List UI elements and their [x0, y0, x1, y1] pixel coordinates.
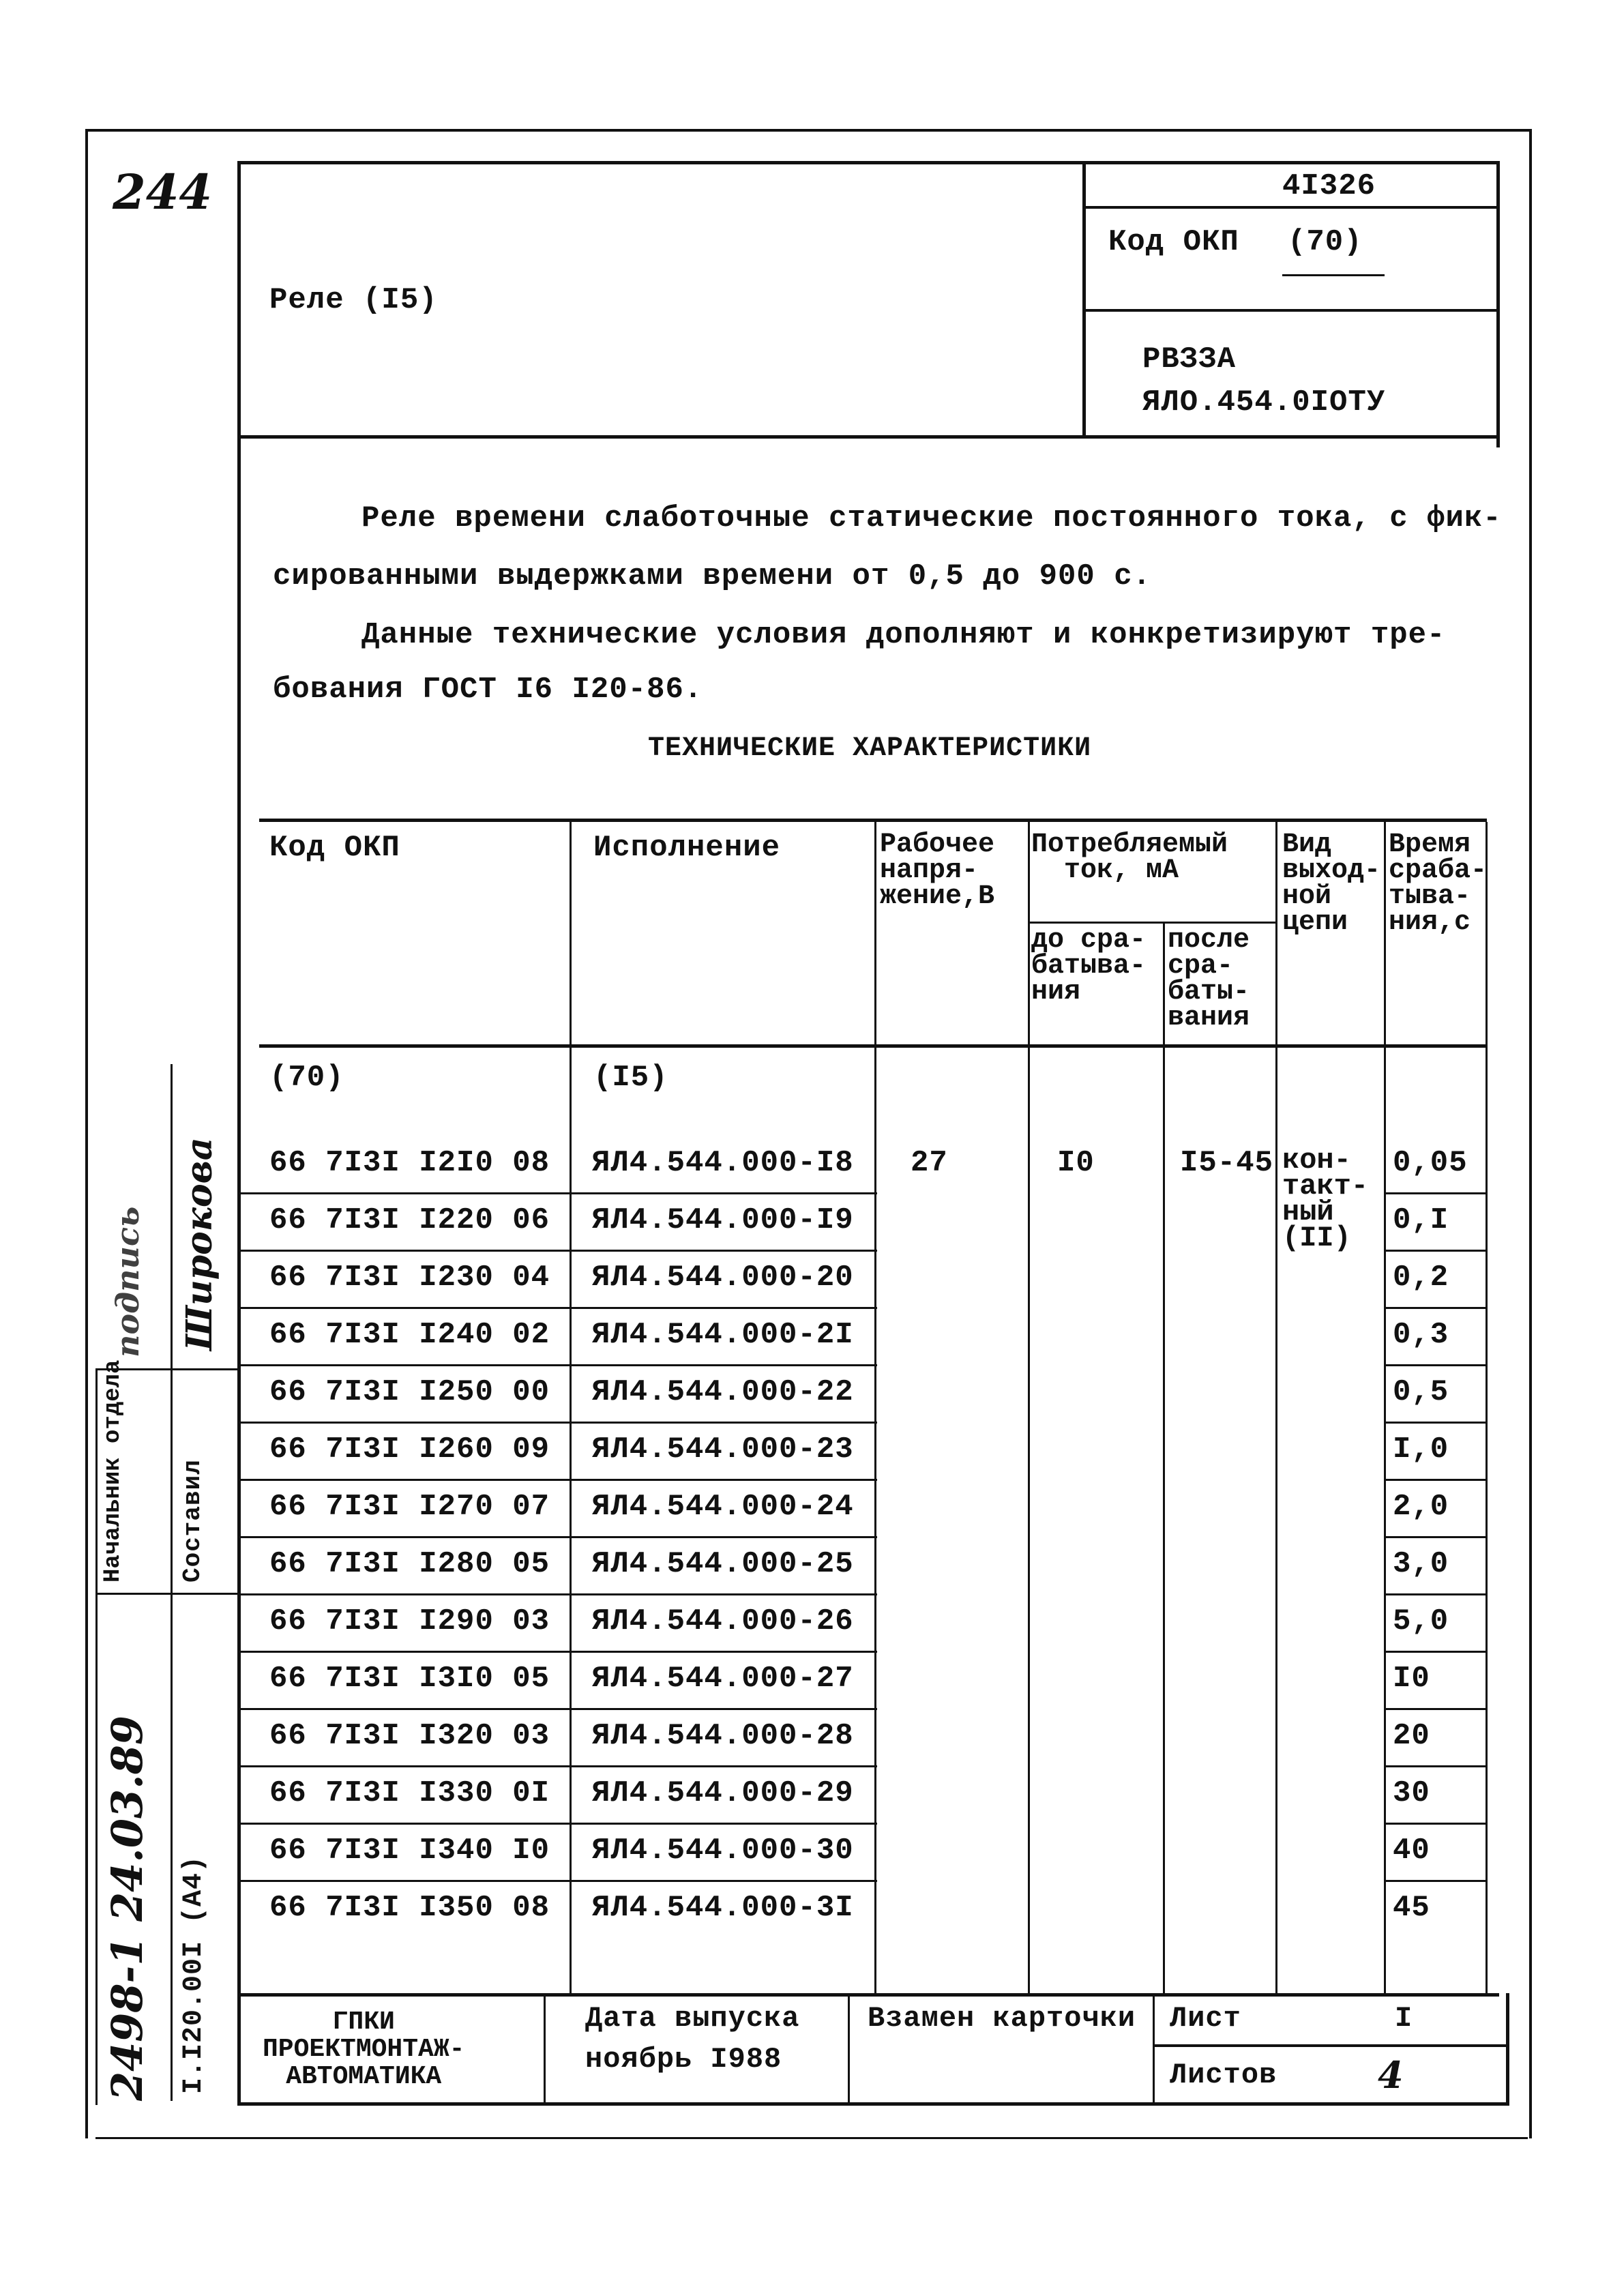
- row-variant: ЯЛ4.544.000-22: [592, 1375, 854, 1409]
- row-okp-code: 66 7I3I I240 02: [269, 1318, 550, 1352]
- sheet-label: Лист: [1170, 2002, 1241, 2035]
- row-variant: ЯЛ4.544.000-24: [592, 1490, 854, 1524]
- form-stamp: I.I20.00I (A4): [179, 1855, 209, 2094]
- spec: ЯЛО.454.0IОТУ: [1142, 385, 1386, 420]
- row-response-time: 0,5: [1393, 1375, 1449, 1409]
- row-response-time: 0,2: [1393, 1261, 1449, 1295]
- sheets-label: Листов: [1170, 2059, 1277, 2091]
- row-divider: [1384, 1422, 1488, 1424]
- col-header-output: Вид выход- ной цепи: [1282, 829, 1381, 938]
- row-variant: ЯЛ4.544.000-30: [592, 1834, 854, 1868]
- section-heading: ТЕХНИЧЕСКИЕ ХАРАКТЕРИСТИКИ: [648, 733, 1092, 764]
- signature-head: подпись: [109, 1206, 146, 1357]
- col-header-current-after: после сра- баты- вания: [1168, 925, 1250, 1033]
- row-okp-code: 66 7I3I I340 I0: [269, 1834, 550, 1868]
- row-okp-code: 66 7I3I I350 08: [269, 1891, 550, 1925]
- row-divider: [1384, 1651, 1488, 1653]
- row-divider: [237, 1593, 877, 1595]
- row-response-time: 0,3: [1393, 1318, 1449, 1352]
- col-header-time: Время сраба- тыва- ния,с: [1389, 829, 1488, 938]
- output-type-value: кон- такт- ный (II): [1282, 1144, 1369, 1254]
- row-divider: [1384, 1593, 1488, 1595]
- col-header-okp: Код ОКП: [269, 831, 400, 865]
- row-variant: ЯЛ4.544.000-I8: [592, 1146, 854, 1180]
- okp-code-label: (70): [269, 1061, 344, 1095]
- handwritten-reference: 2498-1 24.03.89: [102, 1715, 152, 2101]
- row-response-time: 30: [1393, 1776, 1430, 1810]
- page-number-handwritten: 244: [113, 164, 213, 220]
- row-divider: [237, 1192, 877, 1194]
- row-divider: [237, 1823, 877, 1825]
- row-okp-code: 66 7I3I I2I0 08: [269, 1146, 550, 1180]
- col-header-variant: Исполнение: [593, 831, 781, 865]
- intro-line: Данные технические условия дополняют и конкретизируют тре-: [361, 618, 1446, 652]
- replaces-label: Взамен карточки: [868, 2002, 1136, 2035]
- row-response-time: 3,0: [1393, 1547, 1449, 1581]
- row-response-time: 0,I: [1393, 1203, 1449, 1237]
- row-variant: ЯЛ4.544.000-I9: [592, 1203, 854, 1237]
- row-variant: ЯЛ4.544.000-26: [592, 1604, 854, 1638]
- row-okp-code: 66 7I3I I220 06: [269, 1203, 550, 1237]
- row-divider: [1384, 1307, 1488, 1309]
- row-okp-code: 66 7I3I I250 00: [269, 1375, 550, 1409]
- organization-name: ГПКИ ПРОЕКТМОНТАЖ- АВТОМАТИКА: [263, 2007, 465, 2091]
- row-response-time: 5,0: [1393, 1604, 1449, 1638]
- col-header-current: Потребляемый ток, мА: [1031, 829, 1228, 886]
- row-divider: [1384, 1708, 1488, 1710]
- row-variant: ЯЛ4.544.000-28: [592, 1719, 854, 1753]
- intro-line: сированными выдержками времени от 0,5 до 900 с.: [273, 559, 1152, 593]
- row-divider: [237, 1651, 877, 1653]
- signature-author: Широкова: [179, 1137, 220, 1351]
- row-okp-code: 66 7I3I I3I0 05: [269, 1662, 550, 1696]
- okp-code: (70): [1288, 225, 1363, 259]
- row-divider: [1384, 1823, 1488, 1825]
- row-response-time: 2,0: [1393, 1490, 1449, 1524]
- row-divider: [237, 1307, 877, 1309]
- row-divider: [237, 1364, 877, 1366]
- row-okp-code: 66 7I3I I230 04: [269, 1261, 550, 1295]
- row-okp-code: 66 7I3I I280 05: [269, 1547, 550, 1581]
- row-response-time: I0: [1393, 1662, 1430, 1696]
- current-before-value: I0: [1057, 1146, 1095, 1180]
- col-header-current-before: до сра- батыва- ния: [1031, 925, 1147, 1007]
- sheet-number: I: [1395, 2002, 1413, 2035]
- row-divider: [237, 1708, 877, 1710]
- row-response-time: 0,05: [1393, 1146, 1468, 1180]
- header-title: Реле (I5): [269, 283, 438, 317]
- row-okp-code: 66 7I3I I330 0I: [269, 1776, 550, 1810]
- release-date: ноябрь I988: [585, 2043, 782, 2076]
- row-variant: ЯЛ4.544.000-25: [592, 1547, 854, 1581]
- model: РВЗЗА: [1142, 342, 1237, 377]
- row-okp-code: 66 7I3I I270 07: [269, 1490, 550, 1524]
- row-divider: [1384, 1880, 1488, 1882]
- col-header-voltage: Рабочее напря- жение,В: [880, 829, 995, 912]
- row-variant: ЯЛ4.544.000-27: [592, 1662, 854, 1696]
- current-after-value: I5-45: [1180, 1146, 1274, 1180]
- row-variant: ЯЛ4.544.000-20: [592, 1261, 854, 1295]
- row-divider: [1384, 1479, 1488, 1481]
- row-divider: [237, 1880, 877, 1882]
- intro-line: Реле времени слаботочные статические постоянного тока, с фик-: [361, 501, 1502, 535]
- row-response-time: 20: [1393, 1719, 1430, 1753]
- row-divider: [1384, 1250, 1488, 1252]
- row-response-time: I,0: [1393, 1432, 1449, 1467]
- head-of-department-label: Начальник отдела: [100, 1359, 126, 1583]
- row-divider: [237, 1536, 877, 1538]
- row-okp-code: 66 7I3I I260 09: [269, 1432, 550, 1467]
- row-variant: ЯЛ4.544.000-2I: [592, 1318, 854, 1352]
- row-okp-code: 66 7I3I I320 03: [269, 1719, 550, 1753]
- row-divider: [1384, 1192, 1488, 1194]
- row-okp-code: 66 7I3I I290 03: [269, 1604, 550, 1638]
- row-response-time: 45: [1393, 1891, 1430, 1925]
- voltage-value: 27: [911, 1146, 948, 1180]
- row-variant: ЯЛ4.544.000-29: [592, 1776, 854, 1810]
- release-date-label: Дата выпуска: [585, 2002, 800, 2035]
- sheets-count: 4: [1378, 2053, 1404, 2097]
- variant-code-label: (I5): [593, 1061, 668, 1095]
- row-divider: [237, 1250, 877, 1252]
- row-divider: [1384, 1765, 1488, 1767]
- row-divider: [237, 1479, 877, 1481]
- okp-label: Код ОКП: [1108, 225, 1239, 259]
- row-divider: [1384, 1536, 1488, 1538]
- row-variant: ЯЛ4.544.000-3I: [592, 1891, 854, 1925]
- row-divider: [237, 1422, 877, 1424]
- row-divider: [1384, 1364, 1488, 1366]
- intro-line: бования ГОСТ I6 I20-86.: [273, 673, 703, 707]
- header-number: 4I326: [1282, 169, 1376, 203]
- row-response-time: 40: [1393, 1834, 1430, 1868]
- row-divider: [237, 1765, 877, 1767]
- author-label: Составил: [179, 1459, 207, 1583]
- row-variant: ЯЛ4.544.000-23: [592, 1432, 854, 1467]
